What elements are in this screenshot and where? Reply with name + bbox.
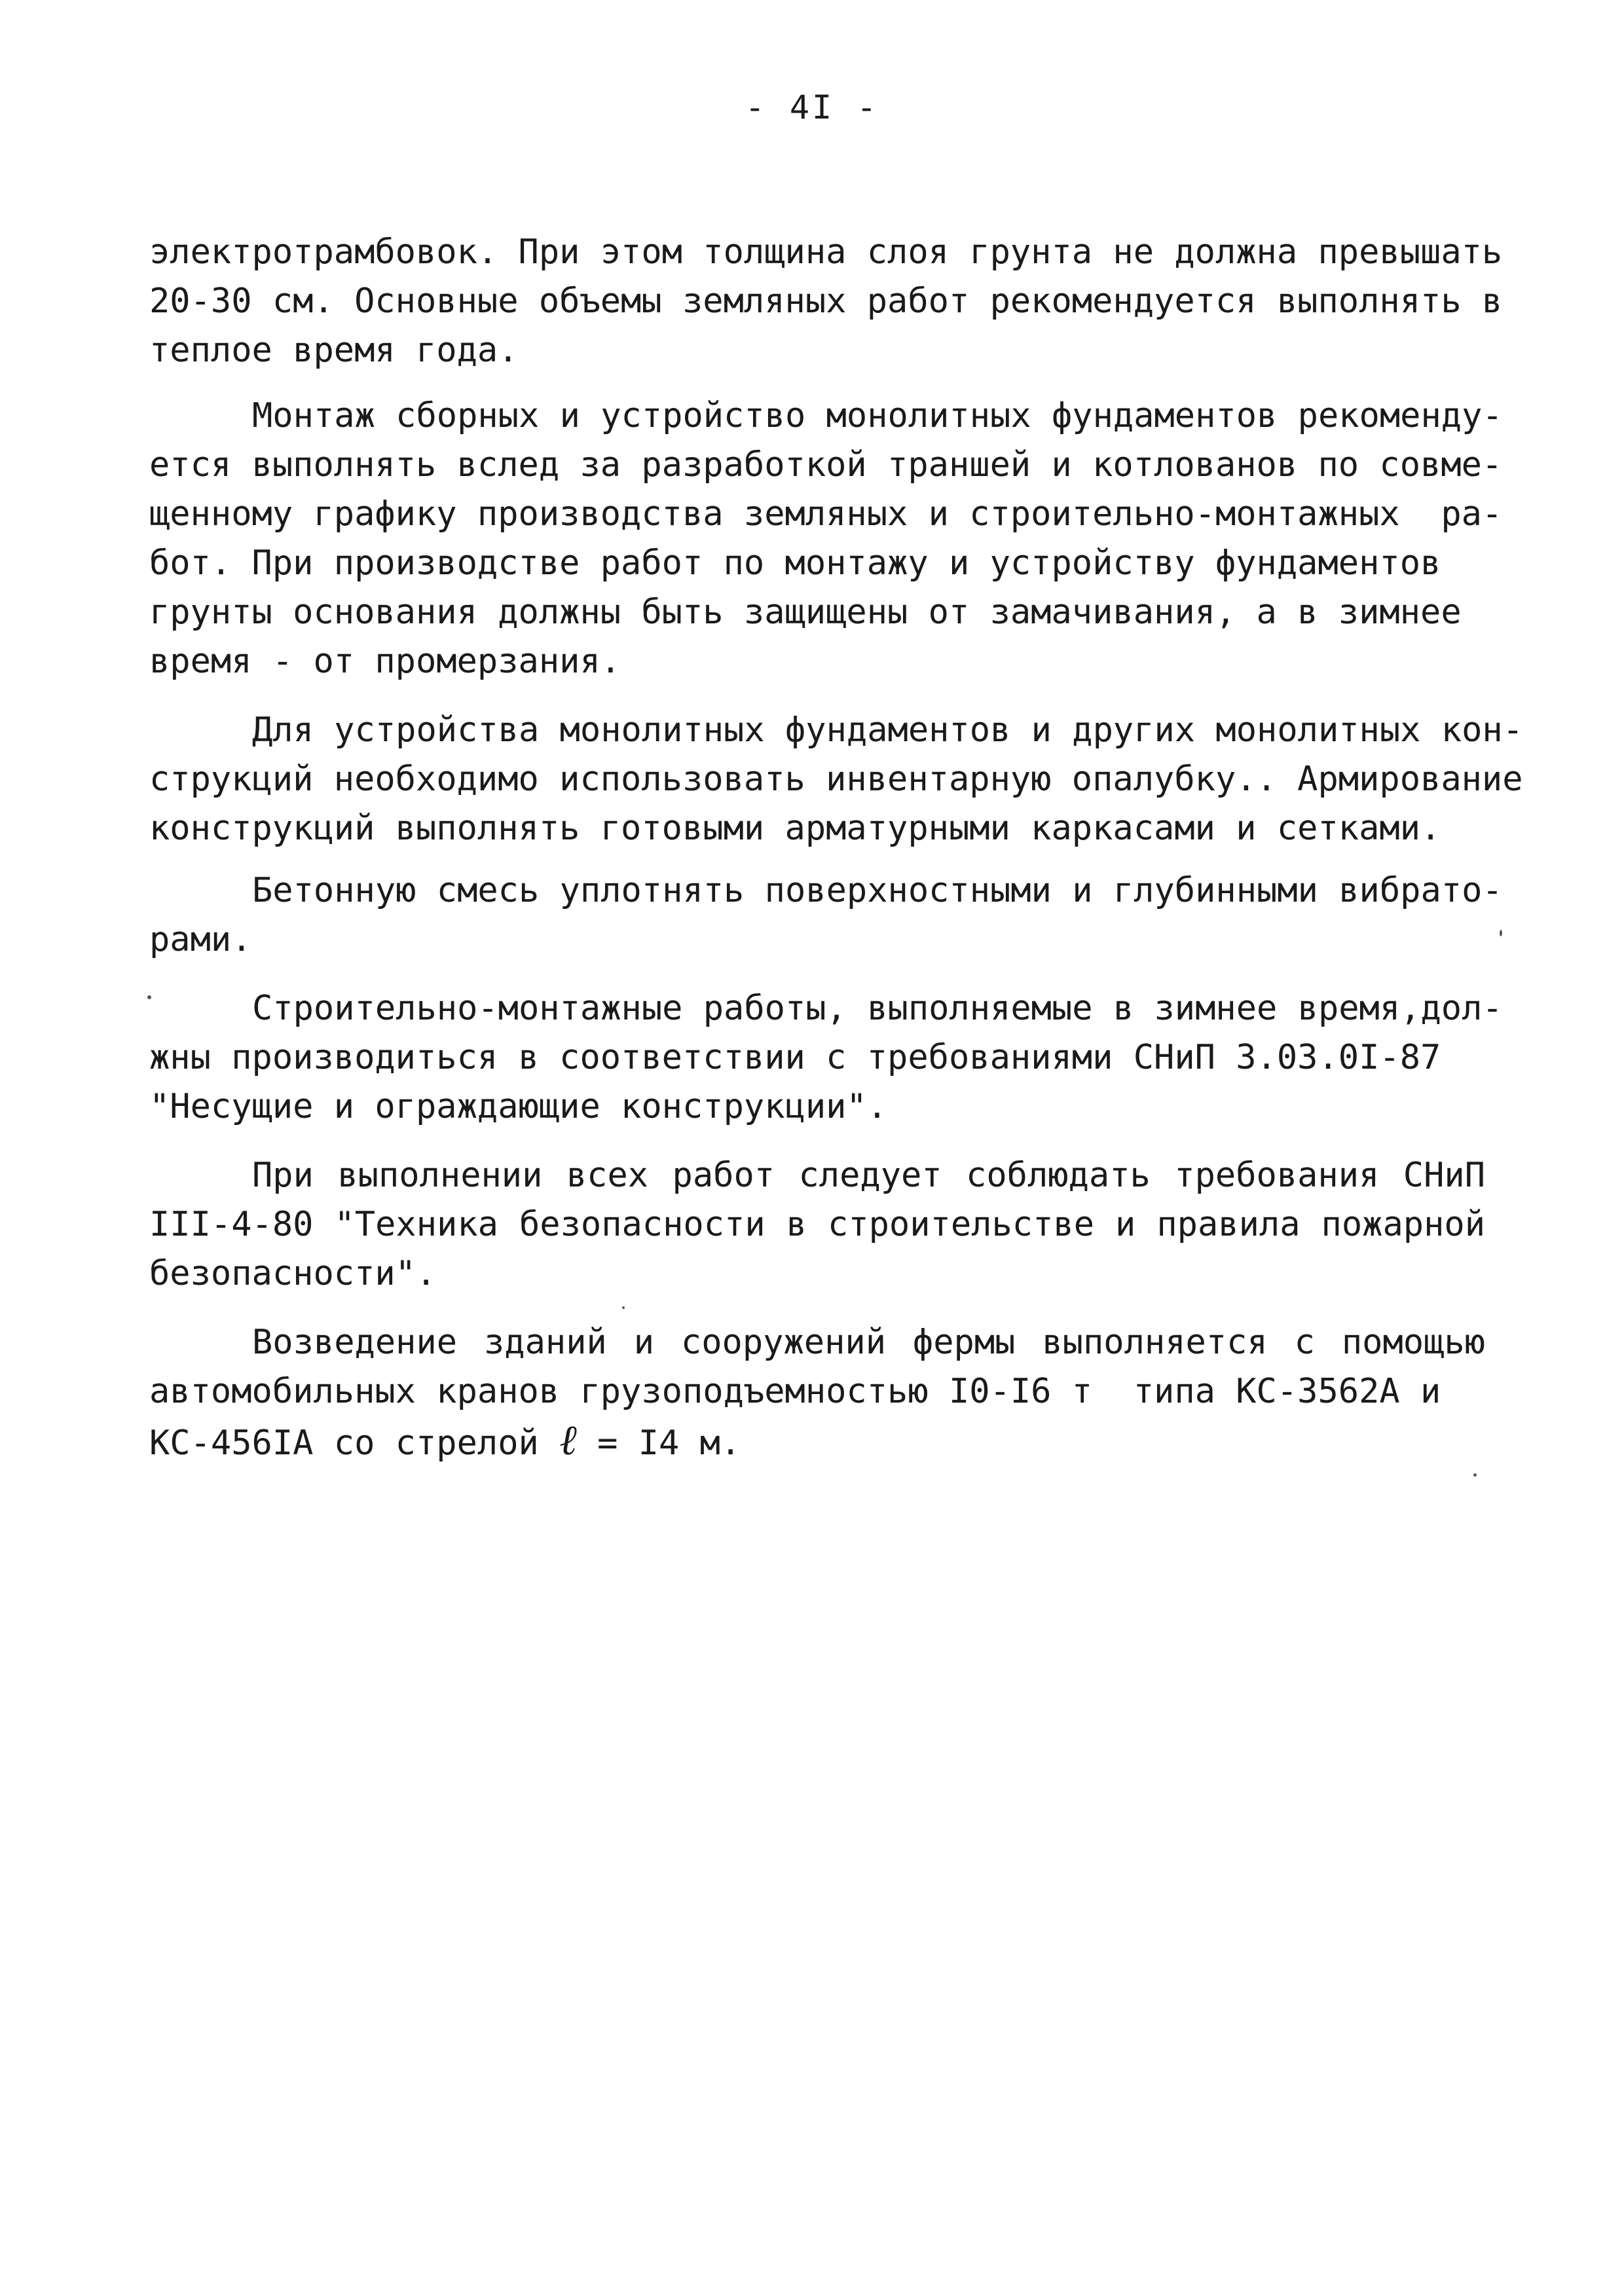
paragraph-line: бот. При производстве работ по монтажу и устройству фундаментов bbox=[149, 543, 1441, 583]
paragraph-line: ется выполнять вслед за разработкой траншей и котлованов по совме- bbox=[149, 445, 1503, 485]
paragraph-line: теплое время года. bbox=[149, 331, 519, 370]
paragraph-line: "Несущие и ограждающие конструкции". bbox=[149, 1087, 888, 1126]
scan-speck bbox=[1473, 1473, 1477, 1477]
paragraph-line: При выполнении всех работ следует соблюдать требования СНиП bbox=[252, 1156, 1485, 1195]
scan-speck bbox=[147, 995, 151, 999]
paragraph-line: Для устройства монолитных фундаментов и других монолитных кон- bbox=[252, 710, 1524, 750]
paragraph-line: струкций необходимо использовать инвентарную опалубку.. Армирование bbox=[149, 760, 1523, 799]
paragraph-line-formula bbox=[149, 1416, 741, 1465]
paragraph-line: Монтаж сборных и устройство монолитных фундаментов рекоменду- bbox=[252, 396, 1503, 435]
paragraph-line: Возведение зданий и сооружений фермы выполняется с помощью bbox=[252, 1323, 1485, 1362]
paragraph-line: 20-30 см. Основные объемы земляных работ рекомендуется выполнять в bbox=[149, 282, 1503, 321]
scan-speck bbox=[622, 1306, 625, 1309]
scan-speck bbox=[1500, 930, 1502, 936]
paragraph-line: время - от промерзания. bbox=[149, 642, 621, 681]
paragraph-line: Строительно-монтажные работы, выполняемые в зимнее время,дол- bbox=[252, 989, 1503, 1028]
paragraph-line: жны производиться в соответствии с требованиями СНиП 3.03.0I-87 bbox=[149, 1038, 1441, 1077]
length-symbol: ℓ bbox=[559, 1416, 577, 1465]
formula-text-before: КС-456IА со стрелой bbox=[149, 1424, 560, 1463]
paragraph-line: щенному графику производства земляных и строительно-монтажных ра- bbox=[149, 494, 1503, 534]
paragraph-line: конструкций выполнять готовыми арматурными каркасами и сетками. bbox=[149, 809, 1441, 848]
formula-text-after: = I4 м. bbox=[576, 1424, 741, 1463]
paragraph-line: Бетонную смесь уплотнять поверхностными и глубинными вибрато- bbox=[252, 871, 1503, 910]
paragraph-line: рами. bbox=[149, 920, 252, 959]
paragraph-line: грунты основания должны быть защищены от замачивания, а в зимнее bbox=[149, 593, 1462, 632]
paragraph-line: автомобильных кранов грузоподъемностью I0-I6 т типа КС-3562А и bbox=[149, 1372, 1441, 1411]
page-number: - 4I - bbox=[745, 88, 879, 126]
paragraph-line: электротрамбовок. При этом толщина слоя грунта не должна превышать bbox=[149, 232, 1503, 272]
paragraph-line: безопасности". bbox=[149, 1254, 437, 1293]
paragraph-line: III-4-80 "Техника безопасности в строительстве и правила пожарной bbox=[149, 1205, 1485, 1244]
